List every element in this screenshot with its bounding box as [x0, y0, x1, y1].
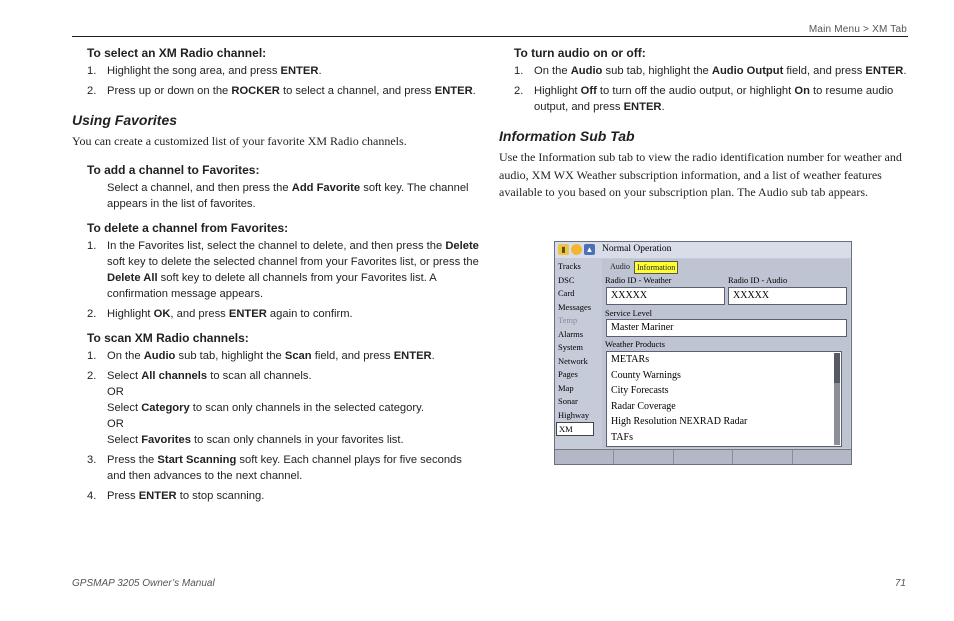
device-menu-item-sonar[interactable]: Sonar — [558, 396, 578, 406]
device-softkeys — [555, 449, 851, 464]
device-menu-item-card[interactable]: Card — [558, 288, 575, 298]
device-tab-audio[interactable]: Audio — [610, 262, 630, 271]
text-segment: . — [318, 65, 322, 77]
procedure-title: To scan XM Radio channels: — [87, 330, 249, 345]
bold-term: All channels — [141, 369, 208, 382]
step-line — [107, 416, 482, 432]
bold-term: Scan — [284, 349, 312, 362]
text-segment: Highlight the song area, and press — [107, 65, 281, 77]
header-rule — [72, 36, 908, 37]
section-title: Using Favorites — [72, 112, 178, 128]
text-segment: OR — [107, 417, 124, 430]
text-segment: Press the — [107, 453, 158, 466]
softkey[interactable] — [555, 450, 614, 464]
page-number: 71 — [894, 578, 906, 589]
text-segment: to select a channel, and press — [279, 85, 435, 97]
bold-term: ENTER — [138, 489, 177, 502]
device-main-panel — [602, 259, 850, 448]
device-status-title: Normal Operation — [602, 244, 672, 254]
softkey[interactable] — [733, 450, 792, 464]
step-number: 1. — [514, 65, 524, 77]
steps-list — [499, 63, 909, 115]
text-segment: , and press — [170, 307, 229, 320]
device-menu-item-map[interactable]: Map — [558, 382, 574, 393]
device-menu-item-dsc[interactable]: DSC — [558, 274, 575, 285]
text-segment: Select — [107, 369, 142, 382]
bold-term: ENTER — [228, 307, 267, 320]
step-item — [72, 306, 482, 322]
bold-term: ENTER — [393, 349, 432, 362]
text-segment: to scan only channels in your favorites list. — [190, 433, 404, 446]
section-title: Information Sub Tab — [499, 128, 635, 144]
softkey[interactable] — [793, 450, 851, 464]
bold-term: OK — [153, 307, 171, 320]
step-number: 1. — [87, 239, 97, 252]
text-segment: again to confirm. — [266, 307, 353, 320]
text-segment: field, and press — [783, 65, 866, 77]
device-screenshot — [554, 241, 852, 465]
device-title-bar — [555, 242, 851, 258]
weather-products-list[interactable] — [606, 351, 842, 447]
device-menu-item-highway[interactable]: Highway — [558, 409, 590, 420]
device-menu-item-tracks[interactable]: Tracks — [558, 261, 581, 271]
service-level-field[interactable]: Master Mariner — [606, 319, 847, 337]
text-segment: Press — [107, 489, 139, 502]
step-number: 4. — [87, 489, 97, 502]
step-number: 2. — [514, 85, 524, 97]
left-column — [72, 46, 482, 508]
weather-product-item[interactable]: Radar Coverage — [611, 400, 676, 412]
bold-term: Audio — [143, 349, 176, 362]
step-number: 3. — [87, 453, 97, 466]
radio-id-weather-field[interactable]: XXXXX — [606, 287, 725, 305]
steps-list — [72, 63, 482, 99]
step-number: 2. — [87, 369, 97, 382]
text-segment: Select a channel, and then press the — [107, 181, 292, 194]
bold-term: On — [794, 85, 810, 97]
step-number: 2. — [87, 85, 97, 97]
procedure-title: To delete a channel from Favorites: — [87, 220, 289, 235]
text-segment: . — [661, 101, 665, 113]
step-item — [72, 452, 482, 484]
weather-product-item[interactable]: TAFs — [611, 431, 633, 443]
text-segment: Select — [107, 401, 142, 414]
signal-icon: ▲ — [585, 245, 594, 254]
scrollbar-thumb[interactable] — [834, 353, 840, 383]
scrollbar[interactable] — [834, 353, 840, 445]
footer-manual-title: GPSMAP 3205 Owner’s Manual — [72, 578, 215, 589]
bold-term: Audio Output — [711, 65, 784, 77]
text-segment: sub tab, highlight the — [175, 349, 285, 362]
device-menu-item-xm[interactable]: XM — [556, 422, 594, 436]
step-number: 2. — [87, 307, 97, 320]
folder-icon: ▮ — [558, 244, 569, 255]
sun-icon — [571, 244, 582, 255]
step-line — [107, 400, 482, 416]
bold-term: Off — [580, 85, 597, 97]
weather-product-item[interactable]: City Forecasts — [611, 385, 669, 396]
text-segment: soft key. The channel appears in the list of favorites. — [107, 181, 469, 210]
softkey[interactable] — [674, 450, 733, 464]
bold-term: ENTER — [865, 65, 904, 77]
step-item — [72, 63, 482, 79]
weather-product-item[interactable]: County Warnings — [611, 369, 681, 381]
text-segment: . — [431, 349, 435, 362]
text-segment: On the — [534, 65, 571, 77]
step-item — [72, 83, 482, 99]
device-menu-item-alarms[interactable]: Alarms — [558, 328, 584, 339]
step-line — [107, 384, 482, 400]
bold-term: Delete All — [107, 271, 158, 284]
procedure-title: To add a channel to Favorites: — [87, 162, 260, 177]
bold-term: ENTER — [434, 85, 473, 97]
text-segment: . — [903, 65, 907, 77]
section-intro: You can create a customized list of your favorite XM Radio channels. — [72, 134, 407, 148]
steps-list — [72, 348, 482, 504]
step-line — [107, 368, 482, 384]
bold-term: ENTER — [280, 65, 319, 77]
text-segment: sub tab, highlight the — [602, 65, 712, 77]
text-segment: to scan all channels. — [207, 369, 312, 382]
text-segment: soft key to delete the selected channel from your Favorites list, or press the — [107, 255, 479, 268]
step-item — [72, 348, 482, 364]
text-segment: On the — [107, 349, 144, 362]
device-tabs — [608, 261, 678, 274]
radio-id-audio-label: Radio ID - Audio — [728, 275, 788, 285]
right-column — [499, 46, 909, 202]
radio-id-weather-label: Radio ID - Weather — [605, 275, 672, 285]
service-level-label: Service Level — [605, 308, 652, 318]
text-segment: Highlight — [534, 85, 581, 97]
text-segment: to scan only channels in the selected category. — [189, 401, 424, 414]
text-segment: field, and press — [311, 349, 394, 362]
device-sidebar — [556, 260, 600, 436]
step-number: 1. — [87, 65, 97, 77]
procedure-text — [72, 180, 482, 212]
section-body: Use the Information sub tab to view the radio identification number for weather and audio, XM WX Weather subscription information, and a list of weather features available to you based on your subscription plan. The Audio sub tab appears. — [499, 150, 902, 199]
text-segment: to resume audio output, and press — [534, 85, 894, 113]
text-segment: Select — [107, 433, 142, 446]
procedure-title: To turn audio on or off: — [514, 46, 646, 60]
text-segment: to turn off the audio output, or highlight — [596, 85, 795, 97]
text-segment: Press up or down on the — [107, 85, 232, 97]
steps-list — [72, 238, 482, 322]
step-line — [107, 432, 482, 448]
text-segment: OR — [107, 385, 124, 398]
bold-term: Category — [141, 401, 190, 414]
bold-term: Start Scanning — [157, 453, 237, 466]
device-tab-information[interactable]: Information — [634, 261, 678, 274]
bold-term: Delete — [445, 239, 479, 252]
device-menu-item-pages[interactable]: Pages — [558, 369, 578, 379]
step-item — [499, 83, 909, 115]
step-item — [499, 63, 909, 79]
text-segment: . — [472, 85, 476, 97]
text-segment: Highlight — [107, 307, 154, 320]
bold-term: Audio — [570, 65, 603, 77]
text-segment: soft key. Each channel plays for five seconds and then advances to the next channel. — [107, 453, 462, 482]
device-menu-item-temp[interactable]: Temp — [558, 315, 578, 325]
radio-id-audio-field[interactable]: XXXXX — [728, 287, 847, 305]
device-menu-item-network[interactable]: Network — [558, 355, 588, 366]
bold-term: ENTER — [623, 101, 662, 113]
step-number: 1. — [87, 349, 97, 362]
breadcrumb: Main Menu > XM Tab — [808, 24, 907, 35]
bold-term: Favorites — [141, 433, 191, 446]
weather-product-item[interactable]: High Resolution NEXRAD Radar — [611, 416, 748, 427]
softkey[interactable] — [614, 450, 673, 464]
step-item — [72, 368, 482, 448]
step-item — [72, 238, 482, 302]
step-item — [72, 488, 482, 504]
device-menu-item-system[interactable]: System — [558, 342, 584, 352]
weather-product-item[interactable]: METARs — [611, 354, 650, 365]
bold-term: Add Favorite — [291, 181, 361, 194]
device-menu-item-messages[interactable]: Messages — [558, 301, 592, 312]
weather-products-label: Weather Products — [605, 339, 665, 349]
text-segment: In the Favorites list, select the channel to delete, and then press the — [107, 239, 446, 252]
text-segment: soft key to delete all channels from your Favorites list. A confirmation message appears. — [107, 271, 437, 300]
bold-term: ROCKER — [231, 85, 280, 97]
procedure-title: To select an XM Radio channel: — [87, 46, 267, 60]
text-segment: to stop scanning. — [176, 489, 265, 502]
